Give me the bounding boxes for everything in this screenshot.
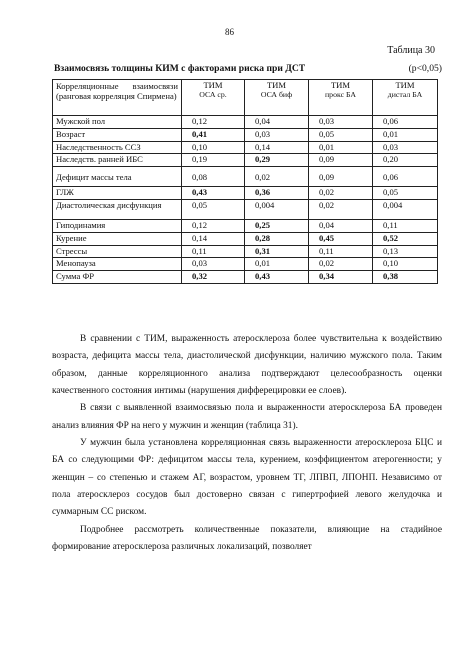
table-row — [53, 271, 438, 284]
factor-cell: ГЛЖ — [53, 187, 182, 200]
paragraph: У мужчин была установлена корреляционная связь выраженности атеросклероза БЦС и БА со следующими ФР: дефицитом массы тела, курением, коэффициентом атерогенности; у женщин – со степенью и стажем АГ, возрастом, уровнем ТГ, ЛПВП, ЛПОНП. Независимо от пола атеросклероз сосудов был достоверно связан с гипертрофией левого желудочка и суммарным СС риском. — [52, 438, 442, 518]
value-cell: 0,36 — [245, 187, 309, 200]
value-cell: 0,004 — [245, 199, 309, 219]
table-row — [53, 116, 438, 129]
caption-title: Взаимосвязь толщины КИМ с факторами риска при ДСТ — [54, 63, 306, 74]
factor-cell: Дефицит массы тела — [53, 167, 182, 187]
value-cell: 0,19 — [182, 154, 245, 167]
corner-header: Корреляционные взаимосвязи (ранговая корреляция Спирмена) — [53, 80, 182, 116]
column-title: ТИМ — [203, 80, 223, 90]
value-cell: 0,25 — [245, 219, 309, 232]
value-cell: 0,02 — [309, 187, 373, 200]
column-header — [309, 80, 373, 116]
value-cell: 0,12 — [182, 219, 245, 232]
value-cell: 0,02 — [245, 167, 309, 187]
value-cell: 0,02 — [309, 258, 373, 271]
column-header — [373, 80, 438, 116]
factor-cell: Сумма ФР — [53, 271, 182, 284]
page-number: 86 — [225, 27, 234, 37]
column-title: ТИМ — [330, 80, 351, 90]
value-cell: 0,10 — [373, 258, 438, 271]
value-cell: 0,45 — [309, 232, 373, 245]
value-cell: 0,43 — [182, 187, 245, 200]
value-cell: 0,03 — [182, 258, 245, 271]
factor-cell: Возраст — [53, 128, 182, 141]
value-cell: 0,20 — [373, 154, 438, 167]
value-cell: 0,28 — [245, 232, 309, 245]
factor-cell: Гиподинамия — [53, 219, 182, 232]
value-cell: 0,31 — [245, 245, 309, 258]
factor-cell: Курение — [53, 232, 182, 245]
value-cell: 0,05 — [309, 128, 373, 141]
value-cell: 0,004 — [373, 199, 438, 219]
caption-p-value: (p<0,05) — [408, 63, 442, 74]
value-cell: 0,03 — [245, 128, 309, 141]
table-row — [53, 141, 438, 154]
table-row — [53, 245, 438, 258]
factor-cell: Менопауза — [53, 258, 182, 271]
value-cell: 0,06 — [373, 167, 438, 187]
paragraph: Подробнее рассмотреть количественные показатели, влияющие на стадийное формирование атеросклероза различных локализаций, позволяет — [52, 524, 442, 553]
value-cell: 0,06 — [373, 116, 438, 129]
table-header-row — [53, 80, 438, 116]
table-label: Таблица 30 — [387, 45, 435, 56]
value-cell: 0,14 — [182, 232, 245, 245]
table-row — [53, 167, 438, 187]
table-row — [53, 258, 438, 271]
column-subtitle: прокс БА — [325, 90, 356, 99]
value-cell: 0,34 — [309, 271, 373, 284]
value-cell: 0,03 — [309, 116, 373, 129]
value-cell: 0,09 — [309, 154, 373, 167]
column-subtitle: ОСА ср. — [199, 90, 227, 99]
column-subtitle: дистал БА — [387, 90, 423, 99]
column-subtitle: ОСА биф — [260, 90, 293, 99]
value-cell: 0,01 — [309, 141, 373, 154]
value-cell: 0,14 — [245, 141, 309, 154]
table-caption — [54, 63, 446, 74]
table-row — [53, 219, 438, 232]
column-header — [182, 80, 245, 116]
paragraph: В сравнении с ТИМ, выраженность атеросклероза более чувствительна к воздействию возраста, дефицита массы тела, диастолической дисфункции, наличию мужского пола. Таким образом, данные корреляционного анализа подтверждают целесообразность оценки качественного состояния интимы (нарушения дифферецировки ее слоев). — [52, 334, 442, 397]
factor-cell: Стрессы — [53, 245, 182, 258]
paragraph: В связи с выявленной взаимосвязью пола и выраженности атеросклероза БА проведен анализ влияния ФР на него у мужчин и женщин (таблица 31). — [52, 403, 442, 431]
column-header — [245, 80, 309, 116]
value-cell: 0,10 — [182, 141, 245, 154]
body-text — [52, 331, 442, 556]
factor-cell: Мужской пол — [53, 116, 182, 129]
value-cell: 0,09 — [309, 167, 373, 187]
factor-cell: Диастолическая дисфункция — [53, 199, 182, 219]
value-cell: 0,05 — [373, 187, 438, 200]
value-cell: 0,04 — [245, 116, 309, 129]
value-cell: 0,41 — [182, 128, 245, 141]
table-row — [53, 187, 438, 200]
value-cell: 0,38 — [373, 271, 438, 284]
value-cell: 0,04 — [309, 219, 373, 232]
value-cell: 0,11 — [373, 219, 438, 232]
value-cell: 0,03 — [373, 141, 438, 154]
value-cell: 0,01 — [373, 128, 438, 141]
column-title: ТИМ — [395, 80, 415, 90]
value-cell: 0,43 — [245, 271, 309, 284]
value-cell: 0,32 — [182, 271, 245, 284]
table-row — [53, 199, 438, 219]
value-cell: 0,11 — [309, 245, 373, 258]
value-cell: 0,12 — [182, 116, 245, 129]
factor-cell: Наследств. ранней ИБС — [53, 154, 182, 167]
value-cell: 0,01 — [245, 258, 309, 271]
value-cell: 0,29 — [245, 154, 309, 167]
value-cell: 0,52 — [373, 232, 438, 245]
table-row — [53, 232, 438, 245]
table-row — [53, 128, 438, 141]
factor-cell: Наследственность ССЗ — [53, 141, 182, 154]
table-body — [53, 116, 438, 284]
table-row — [53, 154, 438, 167]
correlation-table — [52, 79, 438, 284]
value-cell: 0,05 — [182, 199, 245, 219]
column-title: ТИМ — [266, 80, 287, 90]
value-cell: 0,13 — [373, 245, 438, 258]
value-cell: 0,11 — [182, 245, 245, 258]
value-cell: 0,08 — [182, 167, 245, 187]
value-cell: 0,02 — [309, 199, 373, 219]
